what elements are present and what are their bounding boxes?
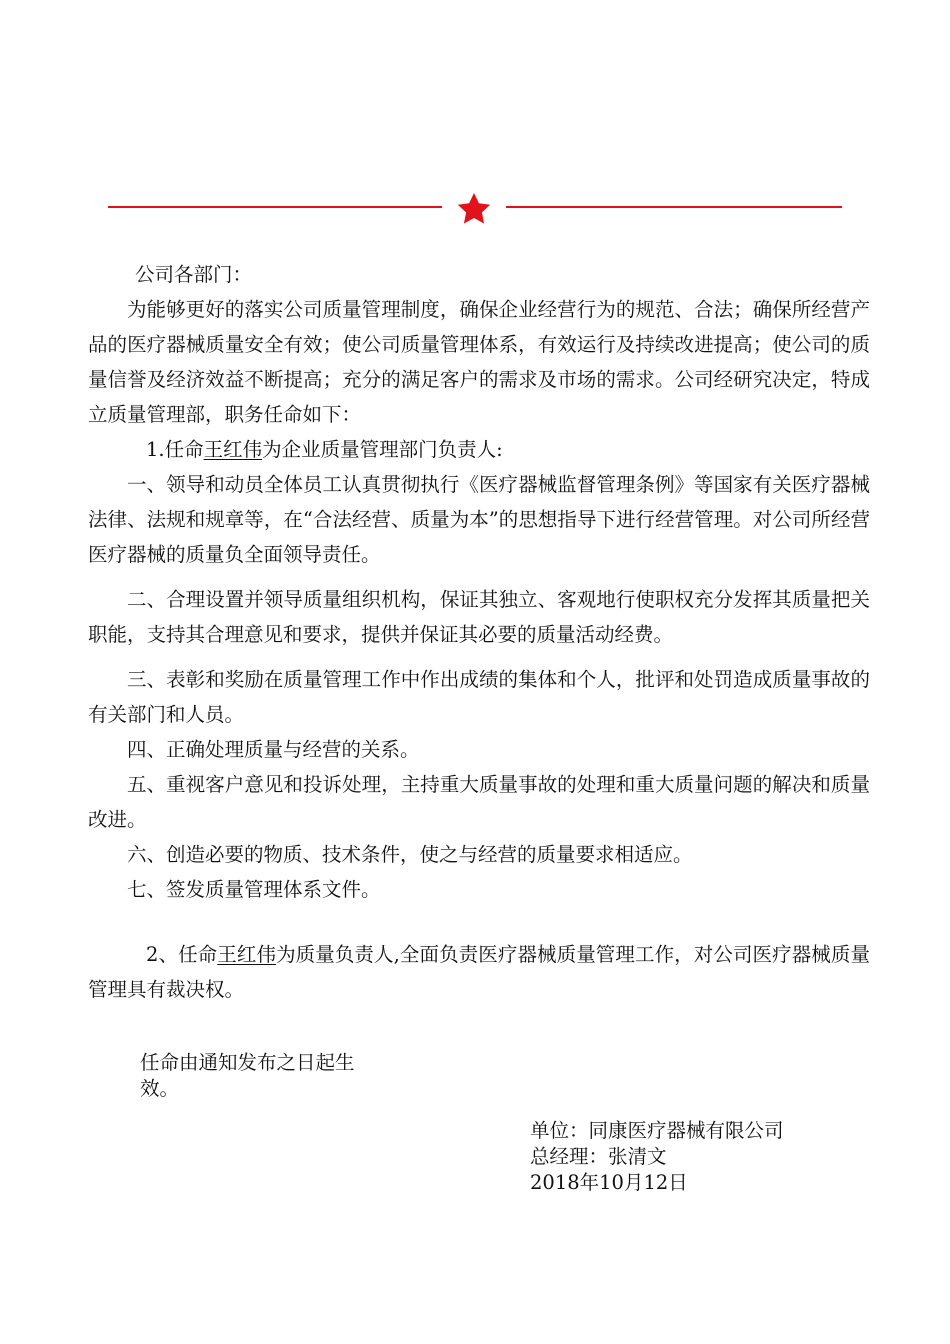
closing-statement: 任命由通知发布之日起生效。 xyxy=(140,1051,355,1100)
appointment-1 xyxy=(88,432,870,467)
signature-manager: 总经理：张清文 xyxy=(530,1145,667,1168)
appointee-name-1: 王红伟 xyxy=(203,438,263,461)
duty-item: 四、正确处理质量与经营的关系。 xyxy=(127,738,420,761)
salutation: 公司各部门： xyxy=(135,263,253,286)
star-icon xyxy=(458,193,490,224)
duty-item: 七、签发质量管理体系文件。 xyxy=(127,878,381,901)
document-body xyxy=(88,292,870,1007)
header-rule xyxy=(100,185,850,235)
duty-item: 一、领导和动员全体员工认真贯彻执行《医疗器械监督管理条例》等国家有关医疗器械法律、法规和规章等，在“合法经营、质量为本”的思想指导下进行经营管理。对公司所经营医疗器械的质量负全面领导责任。 xyxy=(88,473,870,566)
duty-item: 三、表彰和奖励在质量管理工作中作出成绩的集体和个人，批评和处罚造成质量事故的有关部门和人员。 xyxy=(88,668,870,726)
duty-item: 二、合理设置并领导质量组织机构，保证其独立、客观地行使职权充分发挥其质量把关职能，支持其合理意见和要求，提供并保证其必要的质量活动经费。 xyxy=(88,588,870,646)
signature-block xyxy=(530,1118,805,1196)
appointment-1-suffix: 为企业质量管理部门负责人: xyxy=(262,438,503,461)
signature-date: 2018年10月12日 xyxy=(530,1171,688,1194)
duty-item: 五、重视客户意见和投诉处理，主持重大质量事故的处理和重大质量问题的解决和质量改进。 xyxy=(88,773,870,831)
appointment-2-suffix: 为质量负责人,全面负责医疗器械质量管理工作，对公司医疗器械质量管理具有裁决权。 xyxy=(88,943,870,1001)
appointment-2-prefix: 2、任命 xyxy=(146,943,218,966)
signature-unit: 单位：同康医疗器械有限公司 xyxy=(530,1119,784,1142)
intro-paragraph: 为能够更好的落实公司质量管理制度，确保企业经营行为的规范、合法；确保所经营产品的医疗器械质量安全有效；使公司质量管理体系，有效运行及持续改进提高；使公司的质量信誉及经济效益不断提高；充分的满足客户的需求及市场的需求。公司经研究决定，特成立质量管理部，职务任命如下： xyxy=(88,298,870,426)
appointee-name-2: 王红伟 xyxy=(217,943,277,966)
appointment-2 xyxy=(88,937,870,1007)
appointment-1-prefix: 1.任命 xyxy=(146,438,204,461)
duty-item: 六、创造必要的物质、技术条件，使之与经营的质量要求相适应。 xyxy=(127,843,693,866)
